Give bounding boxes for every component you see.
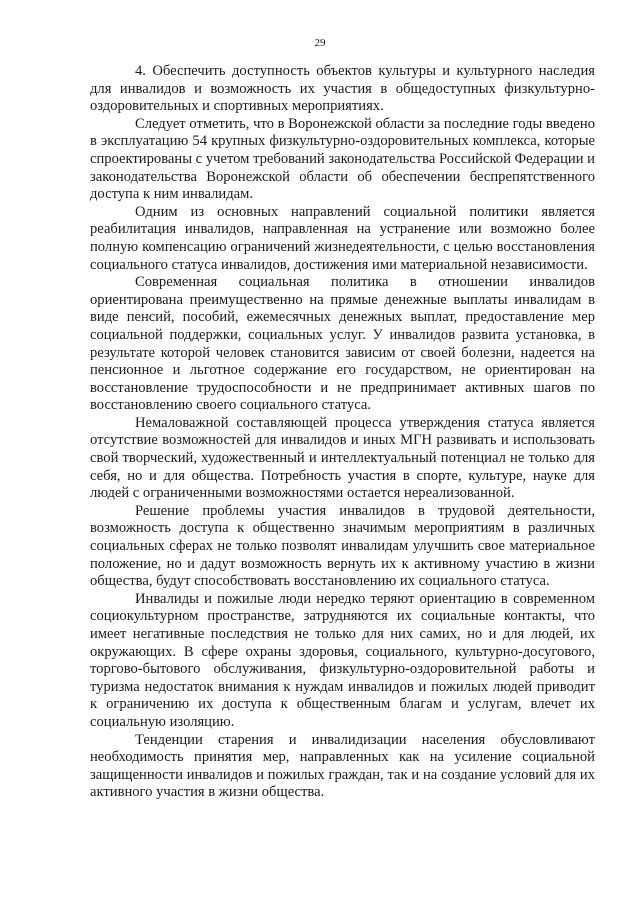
page-number: 29 <box>314 37 326 49</box>
paragraph-item-4: 4. Обеспечить доступность объектов культуры и культурного наследия для инвалидов и возможность их участия в общедоступных физкультурно-оздоровительных и спортивных мероприятиях. <box>90 63 595 115</box>
paragraph-elderly-orientation: Инвалиды и пожилые люди нередко теряют ориентацию в современном социокультурном пространстве, затрудняются их социальные контакты, что имеет негативные последствия не только для них самих, но и для людей, их окружающих. В сфере охраны здоровья, социального, культурно-досугового, торгово-бытового обслуживания, физкультурно-оздоровительной работы и туризма недостаток внимания к нуждам инвалидов и пожилых людей приводит к ограничению их доступа к общественным благам и услугам, влечет их социальную изоляцию. <box>90 590 595 730</box>
document-body <box>90 63 595 802</box>
paragraph-aging-trends: Тенденции старения и инвалидизации населения обусловливают необходимость принятия мер, направленных как на усиление социальной защищенности инвалидов и пожилых граждан, так и на создание условий для их активного участия в жизни общества. <box>90 731 595 801</box>
paragraph-social-policy: Современная социальная политика в отношении инвалидов ориентирована преимущественно на прямые денежные выплаты инвалидам в виде пенсий, пособий, ежемесячных денежных выплат, предоставление мер социальной поддержки, социальных услуг. У инвалидов развита установка, в результате которой человек становится зависим от своей болезни, надеется на пенсионное и льготное содержание его государством, не ориентирован на восстановление трудоспособности и не предпринимает активных шагов по восстановлению своего социального статуса. <box>90 274 595 414</box>
paragraph-creative-potential: Немаловажной составляющей процесса утверждения статуса является отсутствие возможностей для инвалидов и иных МГН развивать и использовать свой творческий, художественный и интеллектуальный потенциал не только для себя, но и для общества. Потребность участия в спорте, культуре, науке для людей с ограниченными возможностями остается нереализованной. <box>90 414 595 502</box>
paragraph-labor-participation: Решение проблемы участия инвалидов в трудовой деятельности, возможность доступа к общественно значимым мероприятиям в различных социальных сферах не только позволят инвалидам улучшить свое материальное положение, но и дадут возможность вернуть их к активному участию в жизни общества, будут способствовать восстановлению их социального статуса. <box>90 502 595 590</box>
paragraph-rehabilitation: Одним из основных направлений социальной политики является реабилитация инвалидов, направленная на устранение или возможно более полную компенсацию ограничений жизнедеятельности, с целью восстановления социального статуса инвалидов, достижения ими материальной независимости. <box>90 203 595 273</box>
paragraph-sports-facilities: Следует отметить, что в Воронежской области за последние годы введено в эксплуатацию 54 крупных физкультурно-оздоровительных комплекса, которые спроектированы с учетом требований законодательства Российской Федерации и законодательства Воронежской области об обеспечении беспрепятственного доступа к ним инвалидам. <box>90 115 595 203</box>
